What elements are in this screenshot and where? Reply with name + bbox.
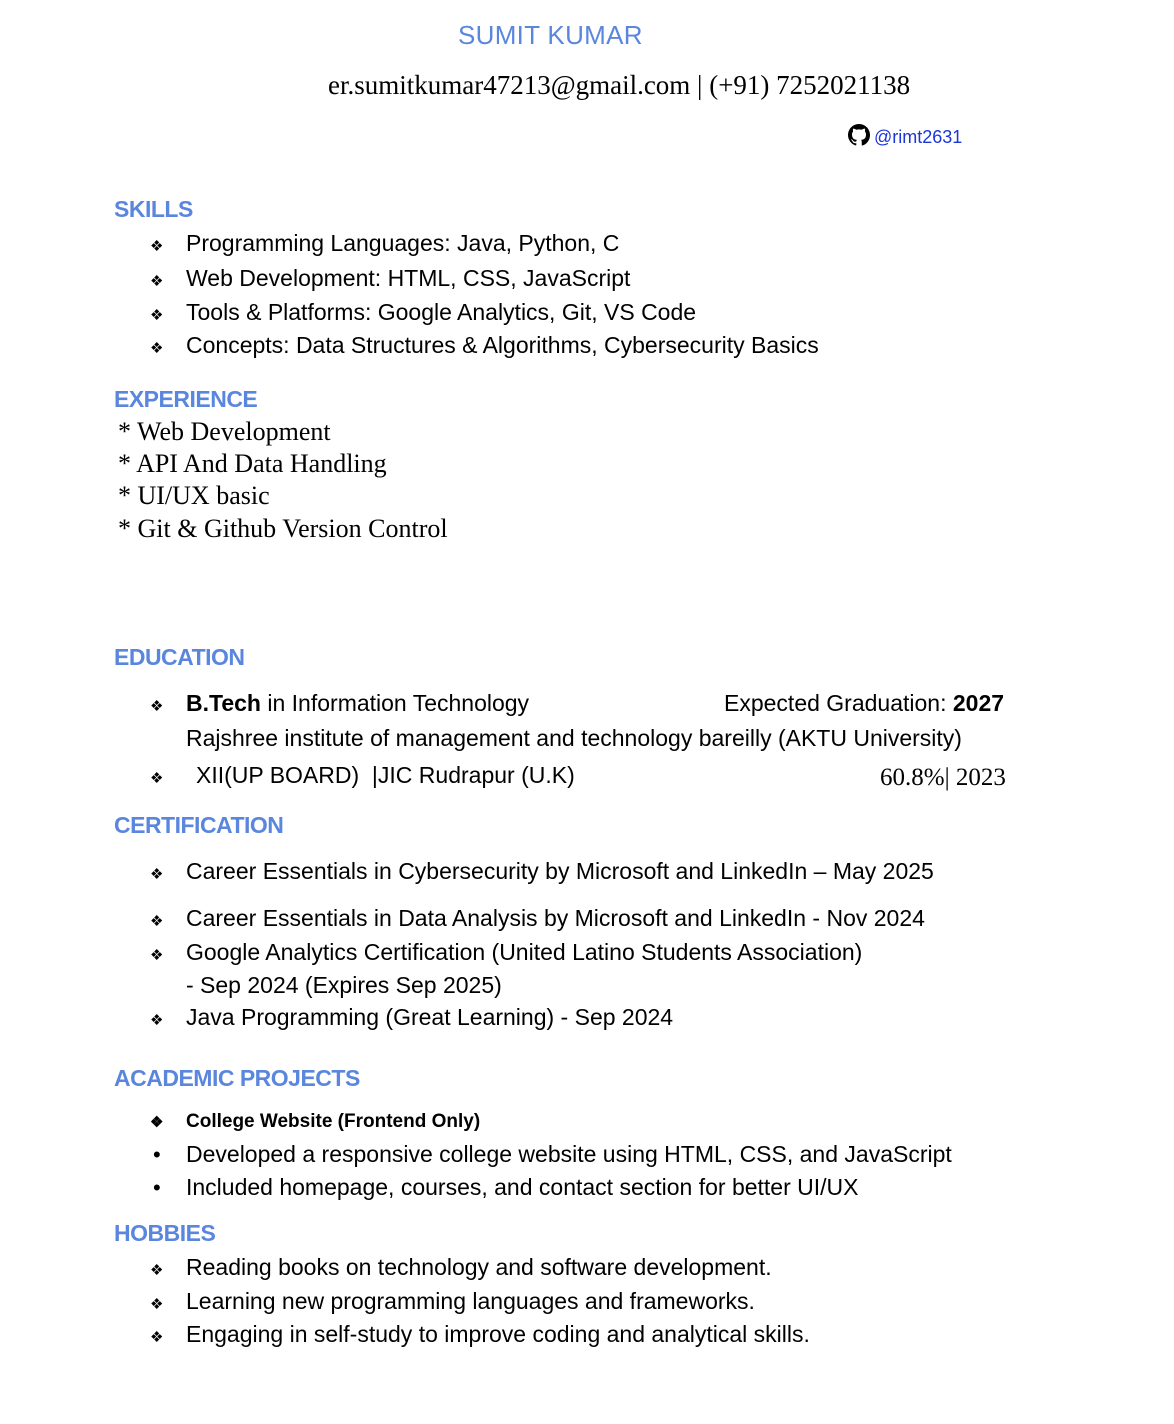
projects-heading: ACADEMIC PROJECTS (114, 1065, 360, 1091)
diamond-bullet-icon: ❖ (150, 307, 164, 324)
xii-score: 60.8%| 2023 (880, 764, 1006, 791)
skills-heading: SKILLS (114, 196, 193, 222)
skills-item: ❖ Programming Languages: Java, Python, C (150, 230, 620, 256)
diamond-bullet-icon: ❖ (150, 866, 164, 883)
skills-item: ❖ Tools & Platforms: Google Analytics, Git, VS Code (150, 299, 697, 325)
experience-heading: EXPERIENCE (114, 386, 258, 412)
experience-item: * Git & Github Version Control (118, 514, 448, 543)
project-point: • Included homepage, courses, and contact section for better UI/UX (150, 1174, 859, 1201)
candidate-name: SUMIT KUMAR (458, 20, 643, 50)
dot-bullet-icon: • (153, 1175, 161, 1200)
diamond-bullet-icon: ❖ (150, 947, 164, 964)
experience-item: * Web Development (118, 417, 331, 446)
project-title: ❖ College Website (Frontend Only) (150, 1111, 481, 1132)
hobby-item: ❖ Reading books on technology and software development. (150, 1254, 772, 1280)
github-link[interactable] (848, 124, 962, 151)
diamond-bullet-icon: ❖ (150, 1012, 164, 1029)
diamond-bullet-icon: ❖ (150, 698, 164, 715)
degree: B.Tech (186, 690, 261, 716)
diamond-bullet-icon: ❖ (150, 913, 164, 930)
certification-item: ❖ Google Analytics Certification (United Latino Students Association) (150, 939, 863, 965)
github-icon (848, 124, 870, 151)
education-xii: ❖ XII(UP BOARD) |JIC Rudrapur (U.K) (150, 762, 575, 788)
diamond-bullet-icon: ❖ (150, 1262, 164, 1279)
education-btech (150, 690, 529, 717)
certification-continuation: - Sep 2024 (Expires Sep 2025) (186, 972, 502, 998)
skills-item: ❖ Web Development: HTML, CSS, JavaScript (150, 265, 631, 291)
degree-field: in Information Technology (260, 690, 530, 716)
github-handle[interactable]: @rimt2631 (874, 127, 963, 147)
dot-bullet-icon: • (153, 1142, 161, 1167)
hobby-item: ❖ Learning new programming languages and frameworks. (150, 1288, 755, 1314)
graduation-year: 2027 (952, 690, 1005, 716)
diamond-bullet-icon: ❖ (150, 1296, 164, 1313)
diamond-bullet-icon: ❖ (150, 273, 164, 290)
project-point: • Developed a responsive college website using HTML, CSS, and JavaScript (150, 1141, 952, 1168)
diamond-bullet-icon: ❖ (150, 238, 164, 255)
diamond-bullet-icon: ❖ (150, 1114, 164, 1131)
hobbies-heading: HOBBIES (114, 1220, 216, 1246)
expected-graduation: Expected Graduation: 2027 (724, 690, 1005, 716)
skills-item: ❖ Concepts: Data Structures & Algorithms, Cybersecurity Basics (150, 332, 819, 358)
diamond-bullet-icon: ❖ (150, 1329, 164, 1346)
institute: Rajshree institute of management and technology bareilly (AKTU University) (186, 725, 962, 751)
diamond-bullet-icon: ❖ (150, 340, 164, 357)
education-heading: EDUCATION (114, 644, 245, 670)
experience-item: * UI/UX basic (118, 481, 270, 510)
diamond-bullet-icon: ❖ (150, 770, 164, 787)
experience-item: * API And Data Handling (118, 449, 387, 478)
certification-item: ❖ Career Essentials in Cybersecurity by Microsoft and LinkedIn – May 2025 (150, 858, 934, 884)
contact-info[interactable]: er.sumitkumar47213@gmail.com | (+91) 7252021138 (328, 70, 911, 100)
certification-heading: CERTIFICATION (114, 812, 284, 838)
hobby-item: ❖ Engaging in self-study to improve coding and analytical skills. (150, 1321, 810, 1347)
certification-item: ❖ Java Programming (Great Learning) - Sep 2024 (150, 1004, 674, 1030)
certification-item: ❖ Career Essentials in Data Analysis by Microsoft and LinkedIn - Nov 2024 (150, 905, 925, 931)
